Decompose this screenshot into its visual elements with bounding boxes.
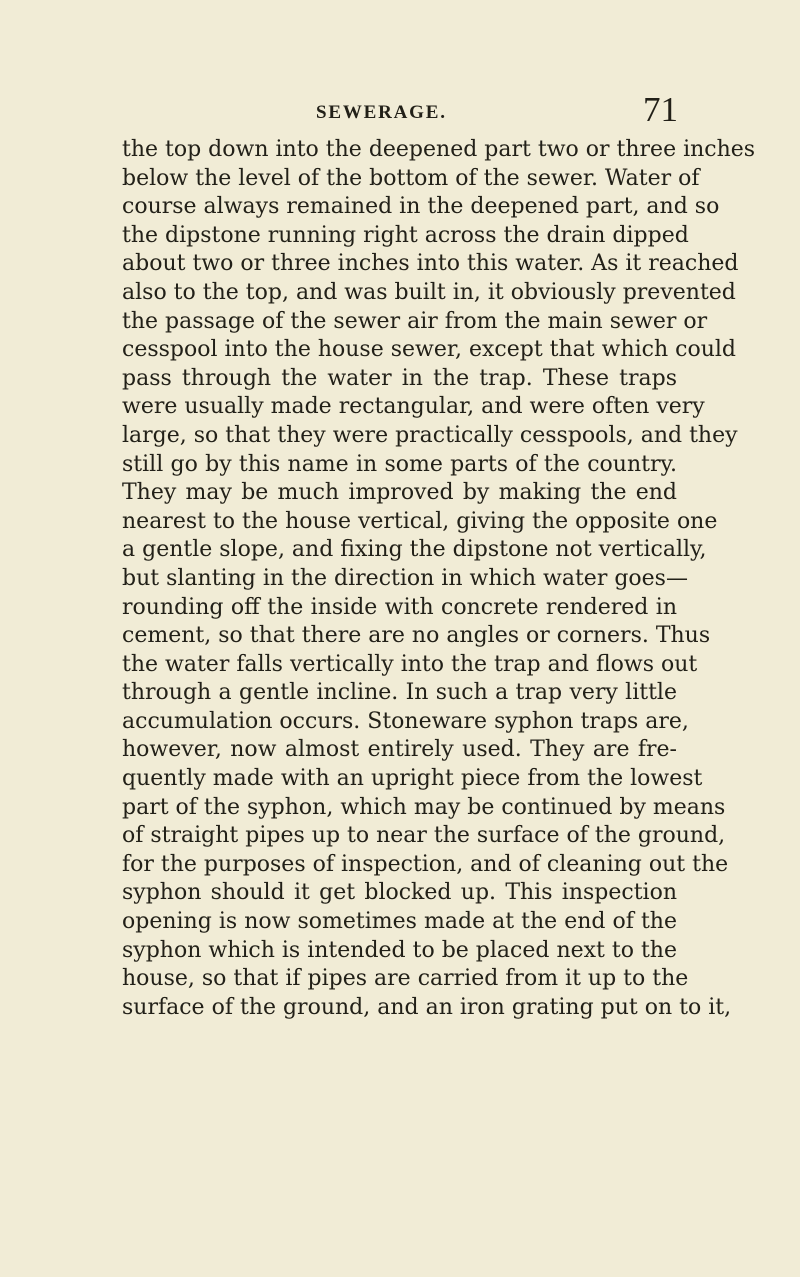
- text-line: but slanting in the direction in which water goes—: [122, 565, 688, 591]
- running-title: SEWERAGE.: [316, 102, 447, 123]
- text-line: the passage of the sewer air from the main sewer or: [122, 308, 708, 334]
- text-line: the water falls vertically into the trap and flows out: [122, 651, 698, 677]
- running-head: [0, 92, 800, 132]
- text-line: through a gentle incline. In such a trap very little: [122, 680, 677, 706]
- text-line: still go by this name in some parts of the country.: [122, 451, 677, 477]
- text-line: opening is now sometimes made at the end of the: [122, 909, 677, 935]
- text-line: below the level of the bottom of the sewer. Water of: [122, 165, 700, 191]
- text-line: the dipstone running right across the drain dipped: [122, 222, 689, 248]
- text-line: quently made with an upright piece from the lowest: [122, 766, 703, 792]
- text-line: course always remained in the deepened part, and so: [122, 194, 720, 220]
- text-line: for the purposes of inspection, and of cleaning out the: [122, 851, 729, 877]
- text-line: accumulation occurs. Stoneware syphon traps are,: [122, 708, 689, 734]
- text-line: however, now almost entirely used. They are fre-: [122, 737, 677, 763]
- text-line: cesspool into the house sewer, except that which could: [122, 337, 736, 363]
- text-line: rounding off the inside with concrete rendered in: [122, 594, 677, 620]
- text-line: nearest to the house vertical, giving the opposite one: [122, 508, 718, 534]
- text-line: syphon which is intended to be placed next to the: [122, 937, 677, 963]
- text-line: about two or three inches into this water. As it reached: [122, 251, 739, 277]
- text-line: the top down into the deepened part two or three inches: [122, 137, 756, 162]
- text-line: pass through the water in the trap. These traps: [122, 365, 677, 391]
- text-line: also to the top, and was built in, it obviously prevented: [122, 279, 736, 305]
- page-number: 71: [643, 90, 678, 129]
- text-line: surface of the ground, and an iron grating put on to it,: [122, 994, 732, 1020]
- body-text: [122, 136, 756, 1022]
- text-line: large, so that they were practically cesspools, and they: [122, 422, 738, 448]
- text-line: cement, so that there are no angles or corners. Thus: [122, 623, 711, 649]
- text-line: of straight pipes up to near the surface of the ground,: [122, 823, 726, 849]
- text-line: a gentle slope, and fixing the dipstone not vertically,: [122, 537, 707, 563]
- text-line: part of the syphon, which may be continued by means: [122, 794, 726, 820]
- text-line: house, so that if pipes are carried from it up to the: [122, 966, 689, 992]
- text-line: were usually made rectangular, and were often very: [122, 394, 705, 420]
- text-line: syphon should it get blocked up. This inspection: [122, 880, 677, 906]
- text-line: They may be much improved by making the end: [122, 480, 677, 506]
